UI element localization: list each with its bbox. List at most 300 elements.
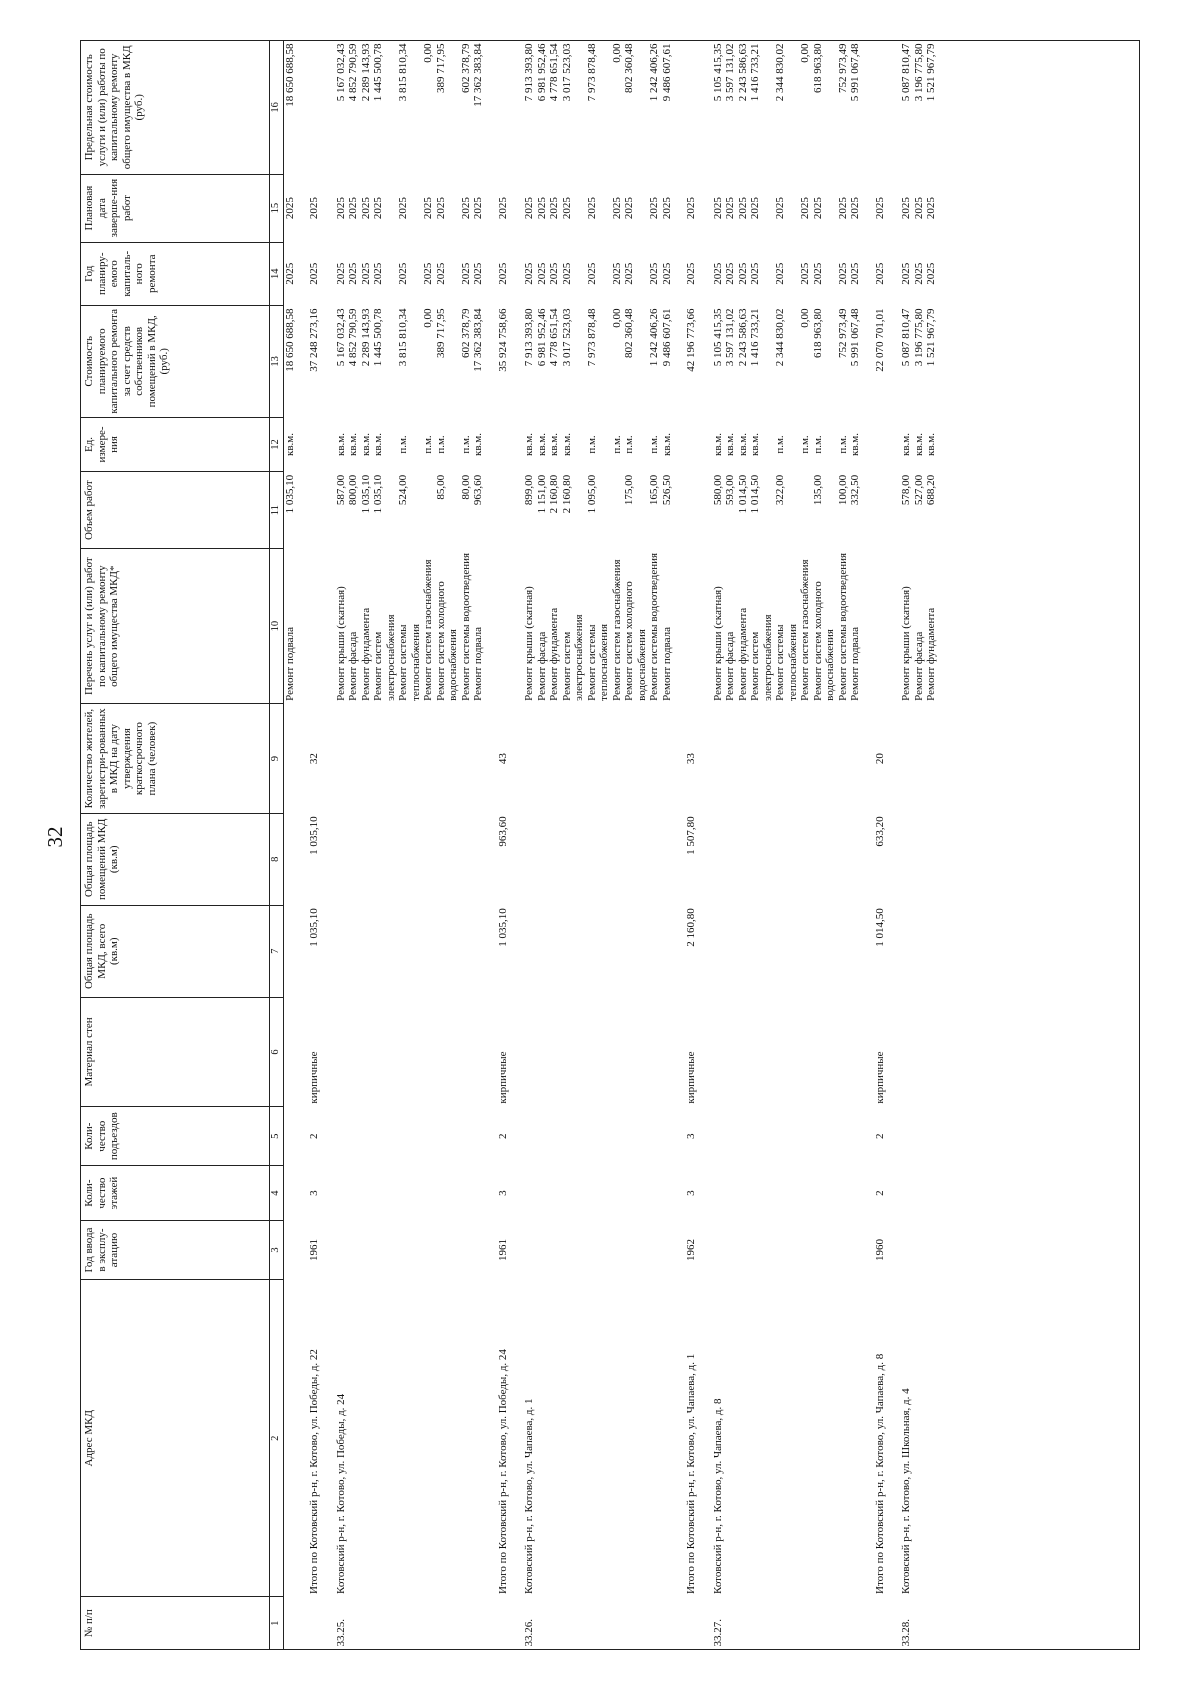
cell-col-2 — [774, 1280, 799, 1597]
cell-col-16: 5 087 810,47 — [900, 43, 912, 102]
cell-col-12: п.м. — [397, 435, 409, 454]
cell-col-14: 2025 — [623, 262, 635, 285]
cell-col-15: 2025 — [749, 197, 761, 220]
cell-col-7 — [712, 905, 725, 997]
cell-col-1 — [422, 1597, 435, 1650]
cell-col-9 — [283, 704, 296, 813]
cell-col-6 — [347, 997, 360, 1106]
cell-col-14: 2025 — [523, 262, 535, 285]
cell-col-8: 1 507,80 — [685, 816, 697, 855]
cell-col-5 — [536, 1107, 549, 1166]
cell-col-4 — [623, 1166, 648, 1221]
cell-col-7 — [536, 905, 549, 997]
table-row — [523, 41, 536, 1650]
cell-col-13: 2 289 143,93 — [359, 308, 372, 367]
cell-col-3 — [422, 1220, 435, 1279]
cell-col-10: Ремонт крыши (скатная) — [334, 586, 347, 701]
cell-col-3 — [837, 1220, 850, 1279]
cell-col-15: 2025 — [523, 197, 535, 220]
cell-col-16: 18 650 688,58 — [283, 43, 296, 107]
header-row — [81, 41, 270, 1650]
cell-col-15: 2025 — [623, 197, 635, 220]
cell-col-16 — [485, 41, 510, 175]
cell-col-4 — [561, 1166, 586, 1221]
table-row — [536, 41, 549, 1650]
cell-col-1 — [737, 1597, 750, 1650]
cell-col-4 — [335, 1166, 348, 1221]
cell-col-5 — [586, 1107, 611, 1166]
cell-col-8: 963,60 — [496, 816, 509, 847]
cell-col-10: Ремонт крыши (скатная) — [523, 586, 535, 701]
cell-col-12: кв.м. — [711, 432, 724, 456]
cell-col-12 — [862, 417, 887, 472]
cell-col-6 — [724, 997, 737, 1106]
cell-col-1 — [472, 1597, 485, 1650]
cell-col-15: 2025 — [849, 197, 861, 220]
cell-col-16: 618 963,80 — [811, 43, 824, 93]
cell-col-11: 135,00 — [811, 474, 824, 506]
cell-col-2 — [536, 1280, 549, 1597]
cell-col-10 — [485, 548, 510, 703]
column-number-2: 2 — [270, 1280, 284, 1597]
cell-col-10: Ремонт систем холодного водоснабжения — [623, 581, 648, 701]
cell-col-14: 2025 — [610, 262, 623, 285]
total-row — [673, 41, 698, 1650]
cell-col-16: 5 167 032,43 — [334, 43, 347, 102]
cell-col-14: 2025 — [900, 262, 912, 285]
cell-col-15: 2025 — [496, 197, 509, 220]
table-row — [849, 41, 862, 1650]
cell-col-12: п.м. — [648, 435, 660, 454]
column-number-11: 11 — [270, 472, 284, 549]
table-row — [561, 41, 586, 1650]
cell-col-12 — [485, 417, 510, 472]
cell-col-6 — [397, 997, 422, 1106]
cell-col-14: 2025 — [434, 262, 447, 285]
cell-col-1 — [611, 1597, 624, 1650]
cell-col-10: Ремонт крыши (скатная) — [900, 586, 912, 701]
cell-col-16: 3 597 131,02 — [724, 43, 736, 102]
cell-col-13: 37 248 273,16 — [308, 308, 320, 372]
cell-col-10: Ремонт систем газоснабжения — [422, 559, 434, 701]
cell-col-1: 33.28. — [900, 1619, 912, 1647]
cell-col-10: Ремонт систем электроснабжения — [560, 614, 585, 701]
cell-col-14: 2025 — [496, 262, 509, 285]
cell-col-16 — [862, 41, 887, 175]
cell-col-13: 22 070 701,01 — [873, 308, 886, 372]
cell-col-16: 3 815 810,34 — [397, 43, 409, 102]
cell-col-14: 2025 — [397, 262, 409, 285]
cell-col-6: кирпичные — [685, 1051, 697, 1104]
cell-col-13: 7 973 878,48 — [585, 308, 598, 367]
cell-col-11: 688,20 — [925, 474, 937, 506]
cell-col-14: 2025 — [472, 262, 484, 285]
cell-col-8 — [749, 813, 774, 905]
table-row — [460, 41, 473, 1650]
cell-col-10 — [862, 548, 887, 703]
cell-col-7 — [925, 905, 938, 997]
cell-col-4 — [548, 1166, 561, 1221]
cell-col-9 — [347, 704, 360, 813]
cell-col-1 — [485, 1597, 510, 1650]
cell-col-10: Ремонт системы водоотведения — [459, 552, 472, 701]
spacer-row — [698, 41, 712, 1650]
cell-col-4 — [586, 1166, 611, 1221]
spacer-row — [509, 41, 523, 1650]
cell-col-16: 802 360,48 — [623, 43, 635, 93]
table-row — [548, 41, 561, 1650]
cell-col-13: 5 105 415,35 — [711, 308, 724, 367]
cell-col-9 — [561, 704, 586, 813]
cell-col-15: 2025 — [724, 197, 736, 220]
cell-col-1: 33.25. — [334, 1619, 347, 1647]
cell-col-15: 2025 — [548, 197, 560, 220]
cell-col-10: Ремонт фасада — [535, 631, 548, 701]
column-header-11: Объем работ — [81, 472, 270, 549]
cell-col-11: 2 160,80 — [548, 474, 560, 514]
cell-col-7 — [900, 905, 913, 997]
cell-col-1 — [673, 1597, 698, 1650]
cell-col-3 — [283, 1220, 296, 1279]
cell-col-12: п.м. — [434, 435, 447, 454]
cell-col-3 — [812, 1220, 837, 1279]
cell-col-14: 2025 — [308, 262, 320, 285]
cell-col-4 — [648, 1166, 661, 1221]
cell-col-8 — [397, 813, 422, 905]
cell-col-2 — [623, 1280, 648, 1597]
cell-col-9 — [849, 704, 862, 813]
table-row — [435, 41, 460, 1650]
cell-col-2 — [561, 1280, 586, 1597]
cell-col-16: 602 378,79 — [459, 43, 472, 93]
column-number-13: 13 — [270, 305, 284, 417]
cell-col-16 — [296, 41, 321, 175]
cell-col-14: 2025 — [724, 262, 736, 285]
cell-col-15: 2025 — [334, 197, 347, 220]
cell-col-2: Итого по Котовский р-н, г. Котово, ул. Чапаева, д. 8 — [873, 1353, 886, 1594]
cell-col-5 — [749, 1107, 774, 1166]
cell-col-6 — [799, 997, 812, 1106]
cell-col-12 — [673, 417, 698, 472]
cell-col-1 — [548, 1597, 561, 1650]
cell-col-8 — [523, 813, 536, 905]
cell-col-12: кв.м. — [660, 432, 673, 456]
cell-col-10: Ремонт систем газоснабжения — [610, 559, 623, 701]
cell-col-15: 2025 — [711, 197, 724, 220]
cell-col-6 — [422, 997, 435, 1106]
column-number-6: 6 — [270, 997, 284, 1106]
cell-col-13: 3 597 131,02 — [724, 308, 736, 367]
cell-col-7: 1 035,10 — [308, 908, 320, 947]
cell-col-1 — [623, 1597, 648, 1650]
cell-col-9 — [460, 704, 473, 813]
cell-col-11 — [862, 472, 887, 549]
cell-col-8 — [360, 813, 373, 905]
cell-col-9 — [422, 704, 435, 813]
cell-col-11: 524,00 — [397, 474, 409, 506]
cell-col-12: кв.м. — [900, 432, 912, 456]
cell-col-6 — [913, 997, 926, 1106]
cell-col-13: 18 650 688,58 — [283, 308, 296, 372]
cell-col-8 — [548, 813, 561, 905]
cell-col-5 — [360, 1107, 373, 1166]
cell-col-9 — [623, 704, 648, 813]
cell-col-13: 0,00 — [610, 308, 623, 328]
cell-col-6 — [335, 997, 348, 1106]
total-row — [485, 41, 510, 1650]
cell-col-9 — [749, 704, 774, 813]
cell-col-4 — [737, 1166, 750, 1221]
cell-col-15: 2025 — [736, 197, 749, 220]
cell-col-11: 322,00 — [774, 474, 786, 506]
cell-col-16: 5 105 415,35 — [711, 43, 724, 102]
table-row — [812, 41, 837, 1650]
cell-col-9: 43 — [496, 753, 509, 765]
cell-col-11: 1 014,50 — [736, 474, 749, 514]
column-number-10: 10 — [270, 548, 284, 703]
cell-col-2 — [472, 1280, 485, 1597]
cell-col-9 — [611, 704, 624, 813]
column-number-1: 1 — [270, 1597, 284, 1650]
cell-col-13: 389 717,95 — [434, 308, 447, 358]
cell-col-7 — [812, 905, 837, 997]
cell-col-12: кв.м. — [724, 432, 736, 456]
cell-col-5 — [548, 1107, 561, 1166]
cell-col-8 — [712, 813, 725, 905]
cell-col-4 — [372, 1166, 397, 1221]
cell-col-5: 2 — [873, 1133, 886, 1139]
cell-col-3 — [472, 1220, 485, 1279]
cell-col-10 — [296, 548, 321, 703]
cell-col-3 — [661, 1220, 674, 1279]
cell-col-13: 0,00 — [422, 308, 434, 328]
cell-col-16: 9 486 607,61 — [660, 43, 673, 102]
table-row — [648, 41, 661, 1650]
cell-col-5 — [472, 1107, 485, 1166]
column-number-3: 3 — [270, 1220, 284, 1279]
cell-col-3 — [925, 1220, 938, 1279]
cell-col-16: 389 717,95 — [434, 43, 447, 93]
cell-col-5: 2 — [496, 1133, 509, 1139]
cell-col-7 — [561, 905, 586, 997]
cell-col-15: 2025 — [811, 197, 824, 220]
table-row — [712, 41, 725, 1650]
frame-right-line — [80, 40, 1140, 41]
cell-col-6 — [586, 997, 611, 1106]
cell-col-9: 33 — [685, 753, 697, 765]
cell-col-3 — [900, 1220, 913, 1279]
cell-col-16: 4 778 651,54 — [548, 43, 560, 102]
cell-col-4 — [913, 1166, 926, 1221]
cell-col-15: 2025 — [459, 197, 472, 220]
cell-col-3 — [586, 1220, 611, 1279]
cell-col-3: 1961 — [308, 1239, 320, 1262]
cell-col-7 — [749, 905, 774, 997]
table-row — [724, 41, 737, 1650]
cell-col-7: 1 035,10 — [496, 908, 509, 947]
cell-col-14: 2025 — [849, 262, 861, 285]
cell-col-12: п.м. — [422, 435, 434, 454]
cell-col-4 — [925, 1166, 938, 1221]
cell-col-4 — [523, 1166, 536, 1221]
cell-col-9 — [812, 704, 837, 813]
cell-col-15: 2025 — [925, 197, 937, 220]
spacer-cell — [509, 41, 523, 1650]
cell-col-9 — [774, 704, 799, 813]
cell-col-10: Ремонт фундамента — [925, 607, 937, 701]
cell-col-12: кв.м. — [925, 432, 937, 456]
cell-col-6 — [536, 997, 549, 1106]
cell-col-14: 2025 — [334, 262, 347, 285]
cell-col-12: кв.м. — [359, 432, 372, 456]
cell-col-10: Ремонт фундамента — [548, 607, 560, 701]
cell-col-3 — [548, 1220, 561, 1279]
cell-col-8 — [724, 813, 737, 905]
cell-col-10: Ремонт фасада — [347, 631, 359, 701]
cell-col-16: 2 344 830,02 — [774, 43, 786, 102]
cell-col-16: 0,00 — [422, 43, 434, 63]
cell-col-7 — [435, 905, 460, 997]
cell-col-9 — [372, 704, 397, 813]
cell-col-10: Ремонт системы теплоснабжения — [397, 623, 422, 701]
cell-col-12: кв.м. — [849, 432, 861, 456]
cell-col-3 — [774, 1220, 799, 1279]
table-row — [925, 41, 938, 1650]
cell-col-8 — [536, 813, 549, 905]
cell-col-15: 2025 — [372, 197, 384, 220]
cell-col-5 — [397, 1107, 422, 1166]
column-header-1: № п/п — [81, 1597, 270, 1650]
column-header-7: Общая площадь МКД, всего (кв.м) — [81, 905, 270, 997]
table-row — [774, 41, 799, 1650]
cell-col-11: 527,00 — [912, 474, 925, 506]
cell-col-7 — [372, 905, 397, 997]
cell-col-12: кв.м. — [472, 432, 484, 456]
cell-col-14: 2025 — [774, 262, 786, 285]
cell-col-9 — [397, 704, 422, 813]
cell-col-15: 2025 — [660, 197, 673, 220]
table-row — [360, 41, 373, 1650]
table-row — [611, 41, 624, 1650]
spacer-row — [886, 41, 900, 1650]
cell-col-2 — [422, 1280, 435, 1597]
cell-col-9 — [536, 704, 549, 813]
cell-col-11: 165,00 — [648, 474, 660, 506]
cell-col-2 — [648, 1280, 661, 1597]
cell-col-3 — [737, 1220, 750, 1279]
cell-col-9 — [837, 704, 850, 813]
cell-col-4 — [812, 1166, 837, 1221]
cell-col-1 — [812, 1597, 837, 1650]
cell-col-6 — [749, 997, 774, 1106]
cell-col-14: 2025 — [347, 262, 359, 285]
cell-col-6 — [561, 997, 586, 1106]
table-row — [913, 41, 926, 1650]
cell-col-1 — [774, 1597, 799, 1650]
cell-col-8 — [913, 813, 926, 905]
cell-col-6 — [849, 997, 862, 1106]
cell-col-6 — [372, 997, 397, 1106]
cell-col-8 — [774, 813, 799, 905]
cell-col-3 — [523, 1220, 536, 1279]
cell-col-14: 2025 — [912, 262, 925, 285]
column-header-16: Предельная стоимость услуги и (или) работы по капитальному ремонту общего имущества в МКД (руб.) — [81, 41, 270, 175]
cell-col-2 — [661, 1280, 674, 1597]
cell-col-16: 7 913 393,80 — [523, 43, 535, 102]
cell-col-9 — [435, 704, 460, 813]
cell-col-8 — [837, 813, 850, 905]
column-number-5: 5 — [270, 1107, 284, 1166]
column-header-9: Количество жителей, зарегистри-рованных в МКД на дату утверждения краткосрочного плана (человек) — [81, 704, 270, 813]
cell-col-13: 5 087 810,47 — [900, 308, 912, 367]
cell-col-4 — [712, 1166, 725, 1221]
cell-col-11: 332,50 — [849, 474, 861, 506]
spacer-cell — [321, 41, 335, 1650]
cell-col-9 — [648, 704, 661, 813]
table-row — [372, 41, 397, 1650]
cell-col-7 — [661, 905, 674, 997]
cell-col-13: 35 924 758,66 — [496, 308, 509, 372]
cell-col-1 — [372, 1597, 397, 1650]
cell-col-7 — [586, 905, 611, 997]
column-header-14: Год планиру-емого капиталь-ного ремонта — [81, 242, 270, 305]
table-row — [472, 41, 485, 1650]
cell-col-1 — [296, 1597, 321, 1650]
cell-col-12: кв.м. — [560, 432, 573, 456]
cell-col-2 — [799, 1280, 812, 1597]
cell-col-1 — [460, 1597, 473, 1650]
cell-col-3 — [561, 1220, 586, 1279]
cell-col-4 — [900, 1166, 913, 1221]
cell-col-8 — [799, 813, 812, 905]
cell-col-8 — [737, 813, 750, 905]
cell-col-10: Ремонт системы водоотведения — [836, 552, 849, 701]
cell-col-1 — [536, 1597, 549, 1650]
cell-col-9 — [724, 704, 737, 813]
cell-col-2 — [737, 1280, 750, 1597]
cell-col-1: 33.26. — [523, 1619, 535, 1647]
column-number-9: 9 — [270, 704, 284, 813]
cell-col-2 — [372, 1280, 397, 1597]
cell-col-10: Ремонт систем холодного водоснабжения — [434, 581, 459, 701]
cell-col-2 — [397, 1280, 422, 1597]
cell-col-8 — [347, 813, 360, 905]
cell-col-12: п.м. — [585, 435, 598, 454]
cell-col-11: 1 035,10 — [372, 474, 384, 514]
cell-col-8 — [812, 813, 837, 905]
cell-col-15: 2025 — [912, 197, 925, 220]
cell-col-4 — [472, 1166, 485, 1221]
cell-col-10: Ремонт подвала — [849, 627, 861, 701]
cell-col-5 — [812, 1107, 837, 1166]
cell-col-14: 2025 — [359, 262, 372, 285]
cell-col-12: кв.м. — [749, 432, 761, 456]
cell-col-3 — [913, 1220, 926, 1279]
cell-col-4: 3 — [685, 1190, 697, 1196]
cell-col-5 — [523, 1107, 536, 1166]
cell-col-11: 526,50 — [660, 474, 673, 506]
cell-col-11 — [485, 472, 510, 549]
cell-col-4 — [283, 1166, 296, 1221]
cell-col-8 — [422, 813, 435, 905]
cell-col-2: Котовский р-н, г. Котово, ул. Чапаева, д. 1 — [523, 1398, 535, 1594]
cell-col-5 — [422, 1107, 435, 1166]
cell-col-12: п.м. — [459, 435, 472, 454]
cell-col-8 — [586, 813, 611, 905]
cell-col-15: 2025 — [347, 197, 359, 220]
cell-col-5 — [712, 1107, 725, 1166]
cell-col-13: 4 778 651,54 — [548, 308, 560, 367]
